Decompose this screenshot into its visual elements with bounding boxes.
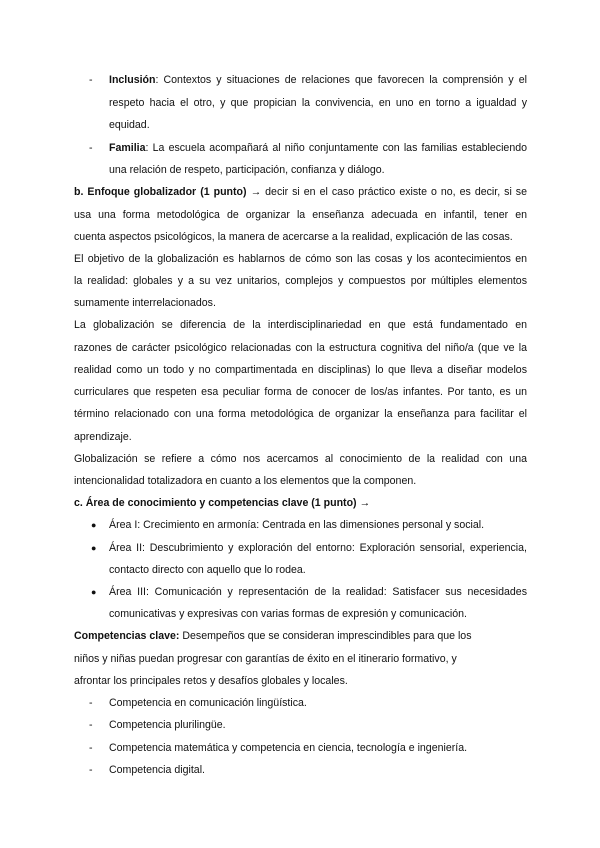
- dash-bullet: -: [89, 742, 93, 754]
- dash-bullet: -: [89, 697, 93, 709]
- section-c-heading: c. Área de conocimiento y competencias clave (1 punto) →: [74, 497, 371, 509]
- para3-line-2: intencionalidad totalizadora en cuanto a los elementos que la componen.: [74, 475, 417, 487]
- area-1-line-1: Área I: Crecimiento en armonía: Centrada en las dimensiones personal y social.: [109, 519, 485, 531]
- competencias-line-3: afrontar los principales retos y desafíos globales y locales.: [74, 675, 348, 687]
- area-2-line-2: contacto directo con aquello que lo rodea.: [109, 564, 306, 576]
- competencias-line-2: niños y niñas puedan progresar con garantías de éxito en el itinerario formativo, y: [74, 653, 457, 665]
- dash-bullet: -: [89, 719, 93, 731]
- competencia-item: Competencia digital.: [109, 764, 205, 776]
- competencia-item: Competencia matemática y competencia en ciencia, tecnología e ingeniería.: [109, 742, 468, 754]
- area-3-line-1: Área III: Comunicación y representación de la realidad: Satisfacer sus necesidades: [109, 586, 527, 598]
- para2-line-6: aprendizaje.: [74, 431, 132, 443]
- inclusion-line-3: equidad.: [109, 119, 150, 131]
- para3-line-1: Globalización se refiere a cómo nos acercamos al conocimiento de la realidad con una: [74, 453, 527, 465]
- section-b-line-3: cuenta aspectos psicológicos, la manera de acercarse a la realidad, explicación de las cosas.: [74, 231, 513, 243]
- para2-line-5: término relacionado con una forma metodológica de organizar la enseñanza para facilitar el: [74, 408, 527, 420]
- para2-line-3: realidad como un todo y no compartimentada en disciplinas) lo que lleva a diseñar modelos: [74, 364, 527, 376]
- dash-bullet: -: [89, 142, 93, 154]
- dot-bullet: ●: [91, 587, 97, 597]
- familia-term: Familia: [109, 142, 146, 154]
- competencias-line-1: Competencias clave: Desempeños que se consideran imprescindibles para que los: [74, 630, 472, 642]
- section-b-line-2: usa una forma metodológica de organizar la enseñanza adecuada en infantil, tener en: [74, 209, 527, 221]
- inclusion-line-2: respeto hacia el otro, y que propician la convivencia, en uno en torno a igualdad y: [109, 97, 527, 109]
- inclusion-term: Inclusión: [109, 74, 156, 86]
- dot-bullet: ●: [91, 543, 97, 553]
- para2-line-1: La globalización se diferencia de la interdisciplinariedad en que está fundamentado en: [74, 319, 527, 331]
- competencias-term: Competencias clave:: [74, 630, 180, 642]
- familia-line-1: Familia: La escuela acompañará al niño conjuntamente con las familias estableciendo: [109, 142, 527, 154]
- dot-bullet: ●: [91, 520, 97, 530]
- para1-line-3: sumamente interrelacionados.: [74, 297, 216, 309]
- area-2-line-1: Área II: Descubrimiento y exploración del entorno: Exploración sensorial, experiencia,: [109, 542, 527, 554]
- para2-line-4: curriculares que respeten esa peculiar forma de conocer de los/as infantes. Por tanto, es un: [74, 386, 527, 398]
- section-b-heading: b. Enfoque globalizador (1 punto): [74, 186, 247, 198]
- para1-line-1: El objetivo de la globalización es hablarnos de cómo son las cosas y los acontecimientos en: [74, 253, 527, 265]
- para2-line-2: razones de carácter psicológico relacionadas con la estructura cognitiva del niño/a (que ve la: [74, 342, 527, 354]
- para1-line-2: la realidad: globales y a su vez unitarios, complejos y compuestos por múltiples elementos: [74, 275, 527, 287]
- competencia-item: Competencia en comunicación lingüística.: [109, 697, 307, 709]
- competencia-item: Competencia plurilingüe.: [109, 719, 226, 731]
- inclusion-line-1: Inclusión: Contextos y situaciones de relaciones que favorecen la comprensión y el: [109, 74, 527, 86]
- section-b-heading-line: b. Enfoque globalizador (1 punto) → decir si en el caso práctico existe o no, es decir, si se: [74, 186, 527, 198]
- area-3-line-2: comunicativas y expresivas con varias formas de expresión y comunicación.: [109, 608, 467, 620]
- dash-bullet: -: [89, 764, 93, 776]
- dash-bullet: -: [89, 74, 93, 86]
- familia-line-2: una relación de respeto, participación, confianza y diálogo.: [109, 164, 385, 176]
